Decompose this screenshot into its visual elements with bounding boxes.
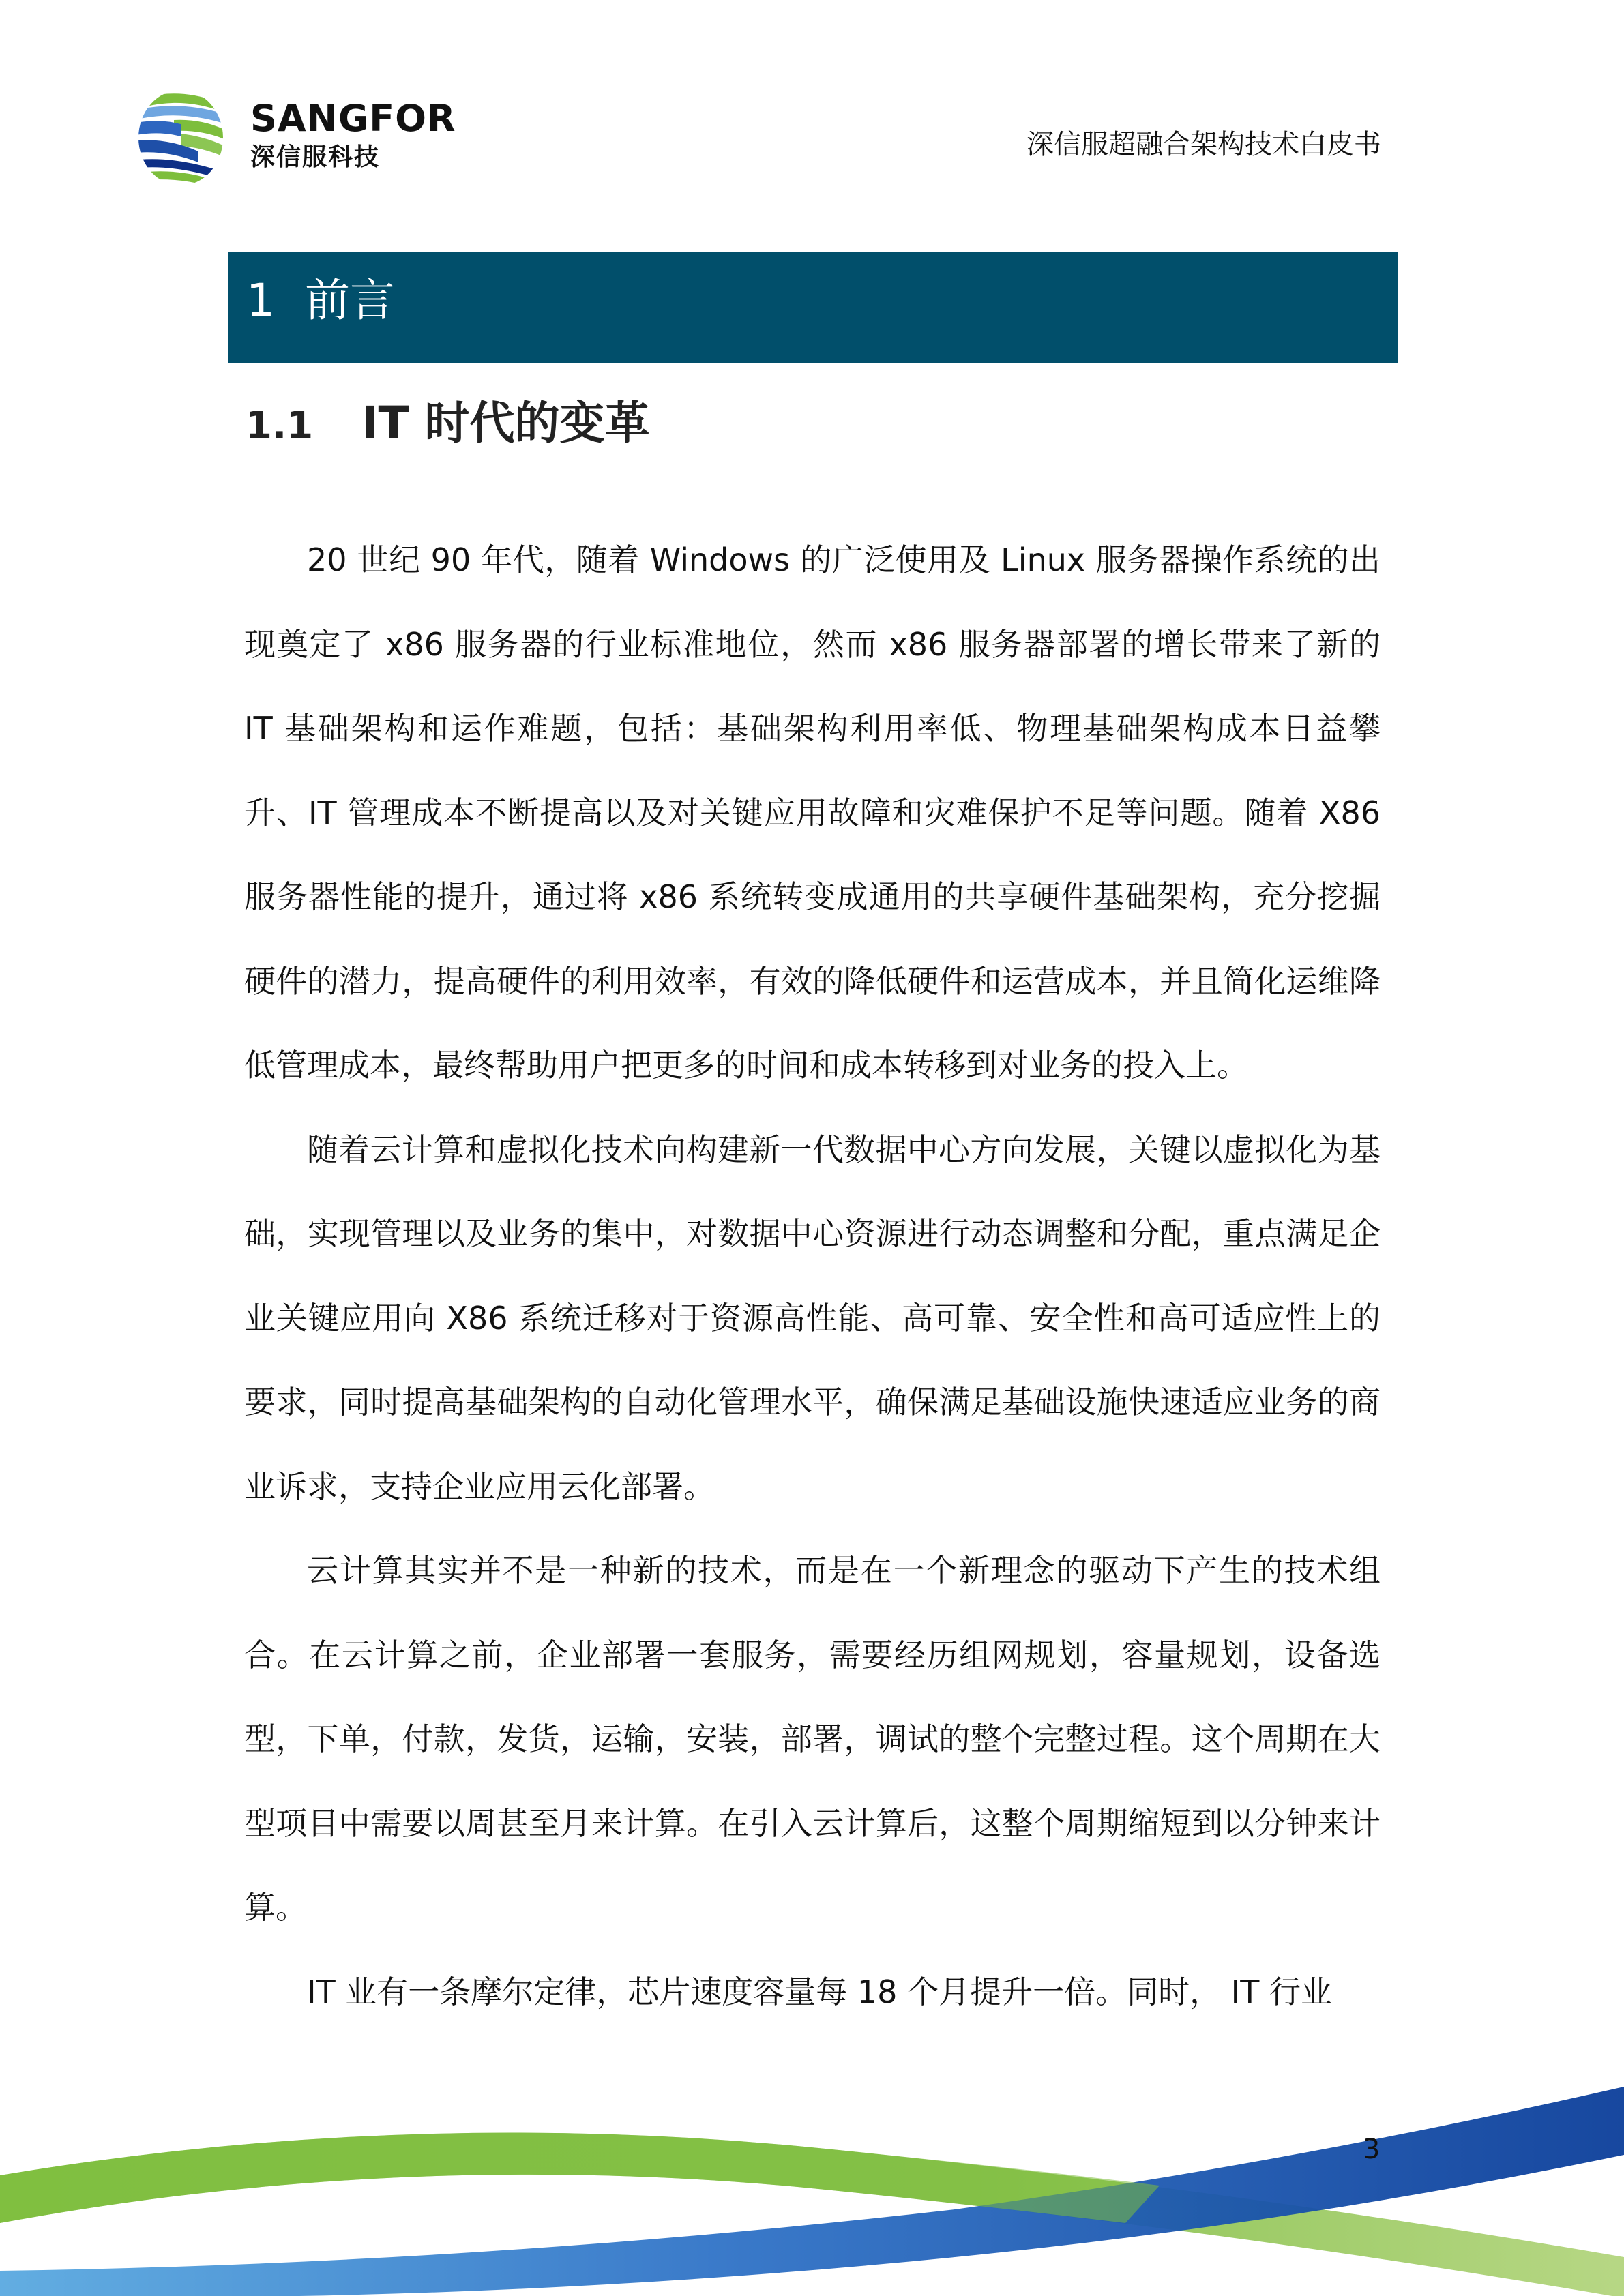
paragraph: IT 业有一条摩尔定律，芯片速度容量每 18 个月提升一倍。同时， IT 行业 (307, 1973, 1332, 2010)
section-number: 1.1 (246, 404, 314, 448)
paragraph: 20 世纪 90 年代，随着 Windows 的广泛使用及 Linux 服务器操作系统的出现奠定了 x86 服务器的行业标准地位，然而 x86 服务器部署的增长带来了新的 IT 基础架构和运作难题，包括：基础架构利用率低、物理基础架构成本日益攀升、IT 管理成本不断提高以及对关键应用故障和灾难保护不足等问题。随着 X86 服务器性能的提升，通过将 x86 系统转变成通用的共享硬件基础架构，充分挖掘硬件的潜力，提高硬件的利用效率，有效的降低硬件和运营成本，并且简化运维降低管理成本，最终帮助用户把更多的时间和成本转移到对业务的投入上。 (244, 541, 1381, 1084)
logo-wordmark-cn: 深信服科技 (250, 143, 381, 171)
logo-wordmark-en: SANGFOR (250, 97, 456, 140)
paragraph: 随着云计算和虚拟化技术向构建新一代数据中心方向发展，关键以虚拟化为基础，实现管理以及业务的集中，对数据中心资源进行动态调整和分配，重点满足企业关键应用向 X86 系统迁移对于资源高性能、高可靠、安全性和高可适应性上的要求，同时提高基础架构的自动化管理水平，确保满足基础设施快速适应业务的商业诉求，支持企业应用云化部署。 (244, 1131, 1381, 1505)
chapter-number: 1 (246, 274, 275, 327)
footer-wave-decoration (0, 2059, 1624, 2296)
page-number: 3 (1363, 2134, 1381, 2165)
sangfor-globe-icon (133, 89, 228, 188)
company-logo (133, 85, 456, 191)
section-title: IT 时代的变革 (361, 397, 650, 449)
section-heading (246, 397, 650, 449)
document-title: 深信服超融合架构技术白皮书 (1027, 129, 1381, 160)
paragraph: 云计算其实并不是一种新的技术，而是在一个新理念的驱动下产生的技术组合。在云计算之前，企业部署一套服务，需要经历组网规划，容量规划，设备选型，下单，付款，发货，运输，安装，部署，调试的整个完整过程。这个周期在大型项目中需要以周甚至月来计算。在引入云计算后，这整个周期缩短到以分钟来计算。 (244, 1552, 1381, 1926)
chapter-heading (228, 252, 1398, 363)
chapter-title: 前言 (305, 274, 395, 327)
body-text (244, 518, 1381, 2034)
